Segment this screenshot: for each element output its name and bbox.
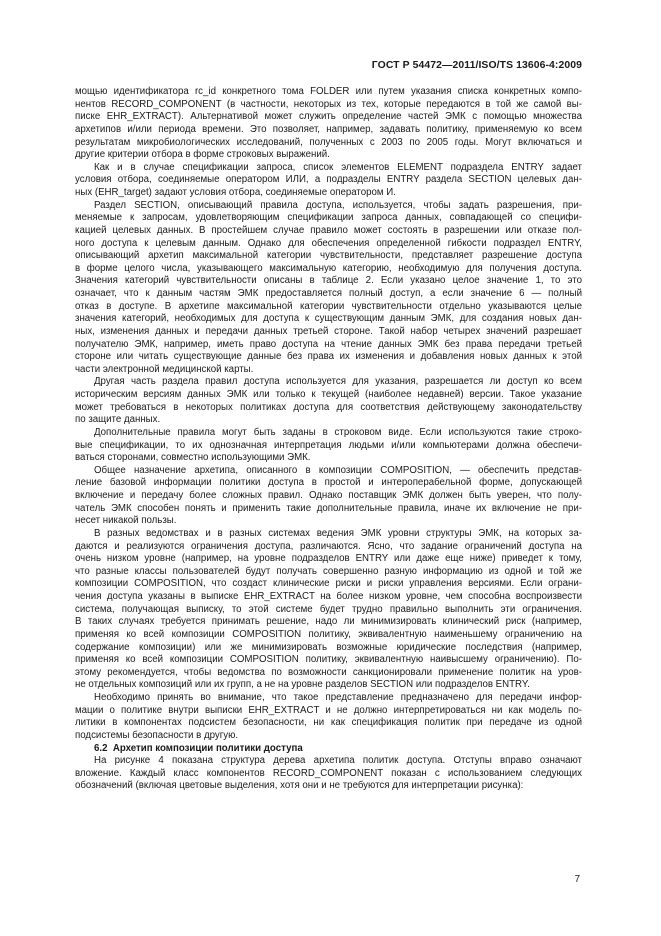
text-line: Как и в случае спецификации запроса, список элементов ELEMENT подраздела ENTRY задает — [94, 161, 582, 173]
text-line: ление базовой информации политики доступа в простой и интероперабельной форме, допускающей — [75, 477, 582, 489]
text-line: результатам микробиологических исследований, полученных с 2003 по 2005 годы. Могут включаться и — [75, 136, 582, 148]
text-line: вые спецификации, то их однозначная интерпретация людьми и/или компьютерами должна обеспечи- — [75, 439, 582, 451]
text-line: описывающий архетип максимальной категории чувствительности, представляет разрешение доступа — [75, 250, 582, 262]
text-line: архетипов и/или периода времени. Это позволяет, например, задавать политику, применяемую ко всем — [75, 123, 582, 135]
text-line: чатель ЭМК способен понять и применить такие дополнительные правила, иначе их включение не при- — [75, 502, 582, 514]
text-line: подсистемы безопасности в другую. — [75, 729, 239, 741]
text-line: ных, изменения данных и передачи данных третьей стороне. Такой набор четырех значений разрешает — [75, 325, 582, 337]
text-line: В таких случаях требуется принимать решение, надо ли минимизировать клинический риск (например, — [75, 616, 582, 628]
section-title: Архетип композиции политики доступа — [112, 742, 303, 754]
text-line: меняемые к запросам, удовлетворяющим спецификации запроса данных, совпадающей со специфи- — [75, 212, 582, 224]
text-line: Общее назначение архетипа, описанного в композиции COMPOSITION, — обеспечить представ- — [94, 464, 582, 476]
text-line: вложение. Каждый класс компонентов RECORD_COMPONENT показан с использованием следующих — [75, 767, 582, 779]
text-line: Значения категорий чувствительности описаны в таблице 2. Если указано целое значение 1, то это — [75, 275, 582, 287]
text-line: применяя ко всей композиции COMPOSITION политику, эквивалентную наименьшему ограничению на — [75, 628, 582, 640]
text-line: Раздел SECTION, описывающий правила доступа, используется, чтобы задать разрешения, при- — [94, 199, 582, 211]
text-line: этому рекомендуется, чтобы ведомства по возможности санкционировали применение политик на уров- — [75, 666, 582, 678]
text-line: литики в компонентах подсистем безопасности, ни как спецификация политик при передаче из одной — [75, 717, 582, 729]
text-line: кацией целевых данных. В простейшем случае правило может состоять в разрешении или отказе пол- — [75, 224, 582, 236]
text-line: Дополнительные правила могут быть заданы в строковом виде. Если используются такие строко- — [94, 426, 582, 438]
text-line: не отдельных композиций или их групп, а не на уровне разделов SECTION или подразделов ENTRY. — [75, 679, 530, 691]
text-line: несет никакой пользы. — [75, 515, 177, 527]
text-line: получателю ЭМК, например, иметь право доступа на чтение данных ЭМК без права передачи третьей — [75, 338, 582, 350]
text-line: может требоваться в некоторых политиках доступа для соответствия действующему законодательству — [75, 401, 582, 413]
text-line: части электронной медицинской карты. — [75, 363, 254, 375]
section-heading — [75, 743, 582, 756]
text-line: На рисунке 4 показана структура дерева архетипа политик доступа. Отступы вправо означают — [94, 755, 582, 767]
text-line: очень низком уровне (например, на уровне подразделов ENTRY или даже еще ниже) приведет к тому, — [75, 553, 582, 565]
text-line: означает, что к данным частям ЭМК предоставляется полный доступ, а если значение 6 — полный — [75, 288, 582, 299]
text-line: даются и реализуются ограничения доступа, различаются. Ясно, что задание ограничений доступа на — [75, 540, 582, 552]
section-number: 6.2 — [94, 742, 108, 754]
text-line: композиции COMPOSITION, что создаст клинические риски и риски управления версиями. Если ограни- — [75, 578, 582, 590]
text-line: ных (EHR_target) задают условия отбора, соединяемые оператором И. — [75, 187, 396, 198]
text-line: ваться сторонами, совместно использующими ЭМК. — [75, 452, 311, 464]
page-number: 7 — [574, 874, 580, 885]
text-line: применяя ко всей композиции COMPOSITION политику, эквивалентную наивысшему ограничению). По- — [75, 654, 582, 666]
text-line: мации о политике внутри выписки EHR_EXTRACT и не должно интерпретироваться ни как модель по- — [75, 704, 582, 716]
standard-header: ГОСТ Р 54472—2011/ISO/TS 13606-4:2009 — [371, 60, 582, 71]
text-line: значения категорий, необходимых для доступа к существующим данным ЭМК, для создания новых дан- — [75, 313, 582, 325]
text-line: обозначений (включая цветовые выделения, хотя они и не требуются для интерпретации рисунка): — [75, 780, 524, 792]
text-line: Необходимо принять во внимание, что такое представление предназначено для передачи инфор- — [94, 692, 582, 703]
text-line: Другая часть раздела правил доступа используется для указания, разрешается ли доступ ко всем — [94, 376, 582, 388]
text-line: включение и передачу более сложных правил. Однако поставщик ЭМК должен быть уверен, что полу- — [75, 490, 582, 501]
text-line: по защите данных. — [75, 414, 161, 426]
text-line: ного доступа к целевым данным. Однако для обеспечения определенной гибкости подраздел ENTRY, — [75, 237, 582, 249]
text-line: содержание композиции) или же минимизировать возможные юридические последствия (например, — [75, 641, 582, 653]
document-body — [75, 86, 582, 793]
text-line: стороне или читать существующие данные без права их изменения и добавления новых данных к этой — [75, 351, 582, 363]
text-line: писке EHR_EXTRACT). Альтернативой может служить определение частей ЭМК с помощью множества — [75, 111, 582, 123]
text-line: мощью идентификатора rc_id конкретного тома FOLDER или путем указания списка конкретных компо- — [75, 86, 582, 97]
text-line: условия отбора, соединяемые оператором ИЛИ, а подразделы ENTRY раздела SECTION целевых дан- — [75, 174, 582, 186]
text-line: нентов RECORD_COMPONENT (в частности, некоторых из тех, которые передаются в той же самой вы- — [75, 98, 582, 110]
text-line: что разные классы пользователей будут получать совершенно разную информацию из одной и той же — [75, 565, 582, 577]
text-line: чения доступа указаны в выписке EHR_EXTRACT на более низком уровне, чем способна воспроизвести — [75, 591, 582, 602]
text-line: система, получающая выписку, то этой системе будет трудно правильно выполнить эти ограничения. — [75, 603, 582, 615]
text-line: в форме целого числа, указывающего максимальную категорию, необходимую для получения доступа. — [75, 262, 582, 274]
text-line: другие критерии отбора в форме строковых выражений. — [75, 149, 330, 161]
text-line: отказ в доступе. В архетипе максимальной категории чувствительности отдельно указываются целые — [75, 300, 582, 312]
text-line: историческим версиям данных ЭМК или только к текущей (наиболее недавней) версии. Такое указание — [75, 389, 582, 400]
text-line: В разных ведомствах и в разных системах ведения ЭМК уровни структуры ЭМК, на которых за- — [94, 527, 582, 539]
